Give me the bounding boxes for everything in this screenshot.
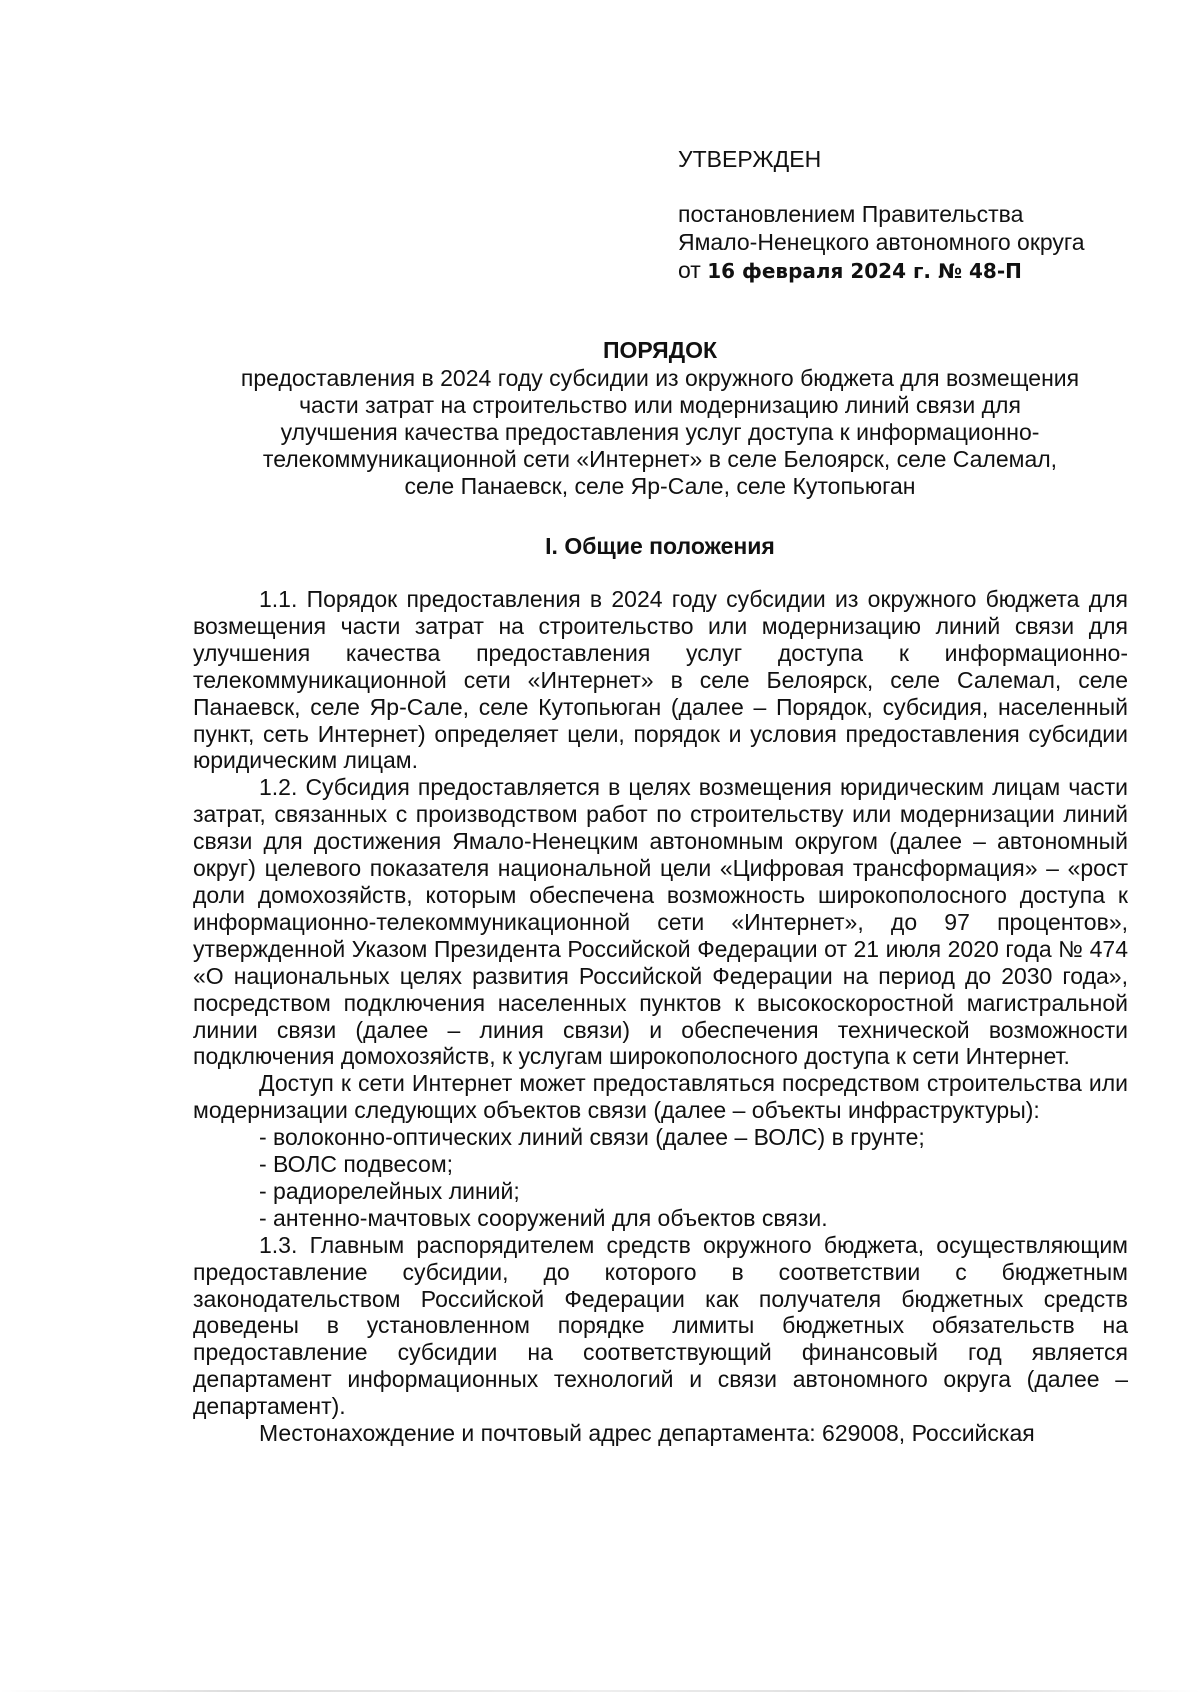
approval-line-1: постановлением Правительства	[678, 201, 1024, 227]
approval-block	[678, 145, 1138, 285]
list-item: - радиорелейных линий;	[259, 1177, 520, 1204]
subtitle-line-5: селе Панаевск, селе Яр-Сале, селе Кутопьюган	[404, 473, 916, 499]
subtitle-line-1: предоставления в 2024 году субсидии из окружного бюджета для возмещения	[240, 365, 1080, 391]
document-body	[193, 586, 1128, 1447]
list-item: - антенно-мачтовых сооружений для объектов связи.	[259, 1204, 828, 1231]
approval-line-2: Ямало-Ненецкого автономного округа	[678, 229, 1085, 255]
paragraph-location: Местонахождение и почтовый адрес департамента: 629008, Российская	[259, 1420, 1035, 1447]
document-title: ПОРЯДОК	[602, 337, 718, 363]
document-title-block	[190, 337, 1130, 500]
subtitle-line-4: телекоммуникационной сети «Интернет» в селе Белоярск, селе Салемал,	[262, 446, 1058, 472]
list-item: - ВОЛС подвесом;	[259, 1151, 454, 1178]
approval-date-line	[678, 256, 1138, 285]
scan-edge-divider	[0, 1690, 1200, 1692]
paragraph-1-3: 1.3. Главным распорядителем средств окружного бюджета, осуществляющим предоставление субсидии, до которого в соответствии с бюджетным законодательством Российской Федерации как получателя бюджетных средств доведены в установленном порядке лимиты бюджетных обязательств на предоставление субсидии на соответствующий финансовый год является департамент информационных технологий и связи автономного округа (далее – департамент).	[193, 1231, 1128, 1420]
subtitle-line-3: улучшения качества предоставления услуг доступа к информационно-	[280, 419, 1040, 445]
subtitle-line-2: части затрат на строительство или модернизацию линий связи для	[299, 392, 1021, 418]
approval-date-prefix: от	[678, 257, 708, 283]
list-item: - волоконно-оптических линий связи (далее – ВОЛС) в грунте;	[259, 1124, 925, 1151]
paragraph-1-1: 1.1. Порядок предоставления в 2024 году субсидии из окружного бюджета для возмещения части затрат на строительство или модернизацию линий связи для улучшения качества предоставления услуг доступа к информационно-телекоммуникационной сети «Интернет» в селе Белоярск, селе Салемал, селе Панаевск, селе Яр-Сале, селе Кутопьюган (далее – Порядок, субсидия, населенный пункт, сеть Интернет) определяет цели, порядок и условия предоставления субсидии юридическим лицам.	[193, 586, 1128, 774]
paragraph-1-2: 1.2. Субсидия предоставляется в целях возмещения юридическим лицам части затрат, связанных с производством работ по строительству или модернизации линий связи для достижения Ямало-Ненецким автономным округом (далее – автономный округ) целевого показателя национальной цели «Цифровая трансформация» – «рост доли домохозяйств, которым обеспечена возможность широкополосного доступа к информационно-телекоммуникационной сети «Интернет», до 97 процентов», утвержденной Указом Президента Российской Федерации от 21 июля 2020 года № 474 «О национальных целях развития Российской Федерации на период до 2030 года», посредством подключения населенных пунктов к высокоскоростной магистральной линии связи (далее – линия связи) и обеспечения технической возможности подключения домохозяйств, к услугам широкополосного доступа к сети Интернет.	[193, 774, 1128, 1070]
approval-stamp: УТВЕРЖДЕН	[678, 146, 822, 172]
section-heading: I. Общие положения	[545, 533, 775, 559]
paragraph-access: Доступ к сети Интернет может предоставляться посредством строительства или модернизации следующих объектов связи (далее – объекты инфраструктуры):	[193, 1070, 1128, 1124]
approval-date: 16 февраля 2024 г. № 48-П	[707, 259, 1022, 283]
